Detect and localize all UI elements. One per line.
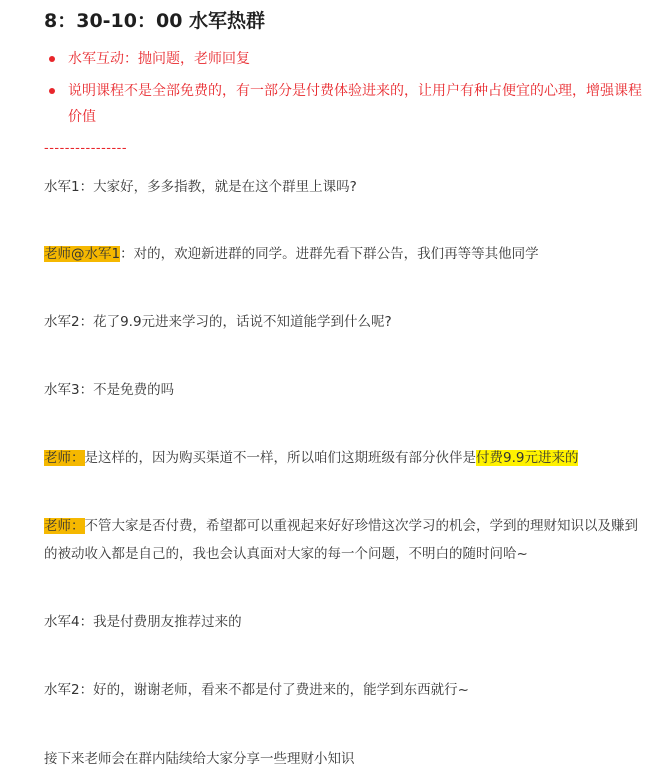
chat-text: 接下来老师会在群内陆续给大家分享一些理财小知识 — [44, 751, 355, 767]
chat-text: 是这样的，因为购买渠道不一样，所以咱们这期班级有部分伙伴是 — [84, 450, 476, 466]
chat-line — [44, 173, 648, 201]
speaker-label: 老师@水军1 — [44, 246, 121, 262]
highlighted-text: 付费9.9元进来的 — [476, 450, 579, 466]
chat-text: 水军3：不是免费的吗 — [44, 382, 175, 398]
chat-line — [44, 745, 648, 773]
chat-line — [44, 608, 648, 636]
chat-text: ：对的，欢迎新进群的同学。进群先看下群公告，我们再等等其他同学 — [120, 246, 539, 262]
chat-line — [44, 676, 648, 704]
chat-text: 水军2：好的，谢谢老师，看来不都是付了费进来的，能学到东西就行~ — [44, 682, 469, 698]
dashed-separator: ---------------- — [44, 141, 128, 156]
chat-line — [44, 240, 648, 268]
bullet-text: 说明课程不是全部免费的，有一部分是付费体验进来的，让用户有种占便宜的心理，增强课程价值 — [68, 83, 642, 125]
chat-text: 水军1：大家好，多多指教，就是在这个群里上课吗? — [44, 179, 357, 195]
chat-text: 水军2：花了9.9元进来学习的，话说不知道能学到什么呢? — [44, 314, 392, 330]
bullet-text: 水军互动：抛问题，老师回复 — [68, 51, 250, 67]
bullet-dot-icon — [49, 88, 55, 94]
bullet-dot-icon — [49, 56, 55, 62]
bullet-list — [44, 46, 644, 136]
speaker-label: 老师： — [44, 450, 85, 466]
chat-line — [44, 376, 648, 404]
speaker-label: 老师： — [44, 518, 85, 534]
chat-text: 不管大家是否付费，希望都可以重视起来好好珍惜这次学习的机会，学到的理财知识以及赚到的被动收入都是自己的，我也会认真面对大家的每一个问题，不明白的随时问哈~ — [44, 518, 638, 562]
bullet-item — [44, 78, 644, 130]
chat-text: 水军4：我是付费朋友推荐过来的 — [44, 614, 242, 630]
bullet-item — [44, 46, 644, 72]
chat-line — [44, 512, 648, 568]
chat-line — [44, 444, 648, 472]
chat-line — [44, 308, 648, 336]
section-title: 8：30-10：00 水军热群 — [44, 10, 266, 32]
